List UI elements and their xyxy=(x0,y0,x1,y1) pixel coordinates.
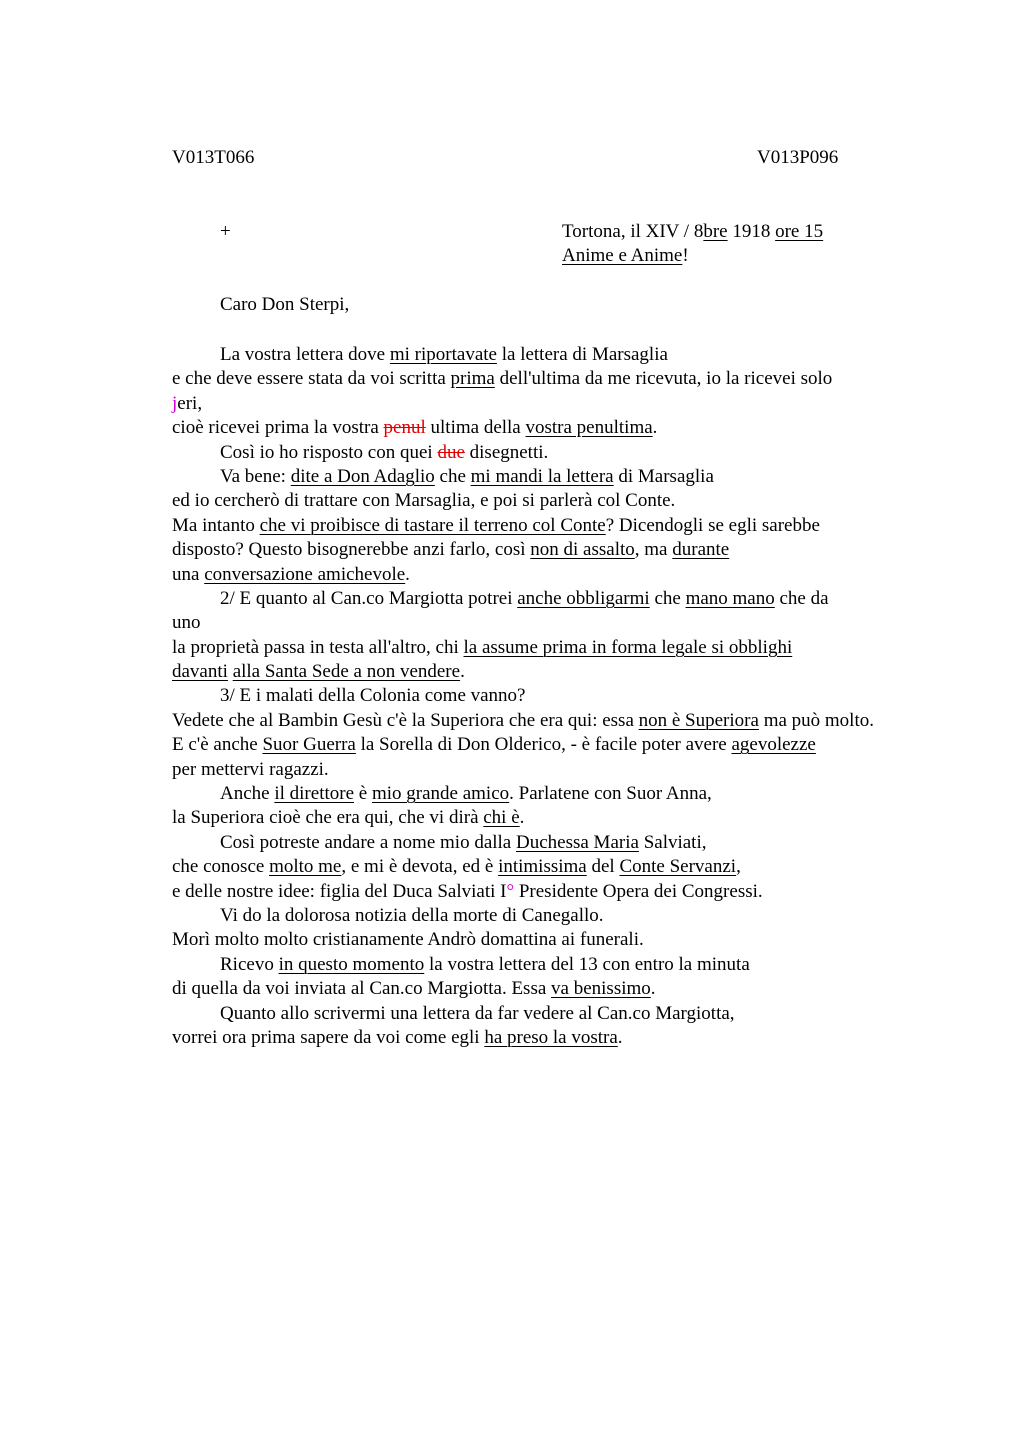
text-run: Morì molto molto cristianamente Andrò domattina ai funerali. xyxy=(172,929,644,951)
month-suffix: bre xyxy=(703,221,728,242)
place-date: Tortona, il XIV / 8 xyxy=(562,221,704,242)
underlined-text: Conte Servanzi xyxy=(619,856,737,878)
letter-line xyxy=(172,1026,972,1050)
letter-line xyxy=(172,538,972,562)
text-run: Presidente Opera dei Congressi. xyxy=(514,880,763,902)
archive-code-right: V013P096 xyxy=(757,147,839,168)
underlined-text: mi mandi la lettera xyxy=(470,465,614,487)
underlined-text: mi riportavate xyxy=(389,344,497,365)
letter-line xyxy=(172,1002,972,1026)
archive-code-left: V013T066 xyxy=(172,147,255,168)
text-run: che conosce xyxy=(172,856,270,878)
cross-mark: + xyxy=(220,221,231,242)
text-run: . xyxy=(650,978,656,1000)
letter-line xyxy=(172,733,972,757)
text-run: dell'ultima da me ricevuta, io la ricevei solo xyxy=(494,368,833,390)
letter-line xyxy=(172,806,972,830)
letter-line xyxy=(172,880,972,904)
text-run: ma può molto. xyxy=(758,709,874,731)
text-run: . xyxy=(405,563,410,585)
text-run: la Superiora cioè che era qui, che vi dirà xyxy=(172,807,484,829)
letter-line xyxy=(172,684,972,708)
letter-line xyxy=(172,343,972,367)
underlined-text: anche obbligarmi xyxy=(517,587,650,609)
text-run: che da xyxy=(774,587,829,609)
text-run: disposto? Questo bisognerebbe anzi farlo, così xyxy=(172,539,531,561)
text-run: per mettervi ragazzi. xyxy=(172,758,329,780)
underlined-text: non di assalto xyxy=(530,539,635,561)
letter-line xyxy=(172,587,972,611)
time: ore 15 xyxy=(775,221,824,242)
motto-line xyxy=(562,245,689,267)
underlined-text: intimissima xyxy=(498,856,587,878)
letter-line xyxy=(172,977,972,1001)
letter-body xyxy=(172,343,972,1050)
letter-line xyxy=(172,904,972,928)
text-run: La vostra lettera dove xyxy=(220,344,390,365)
text-run: di Marsaglia xyxy=(613,465,714,487)
text-run: è xyxy=(354,783,372,805)
underlined-text: chi è xyxy=(483,807,520,829)
text-run: una xyxy=(172,563,205,585)
text-run: , e mi è devota, ed è xyxy=(341,856,499,878)
text-run: , xyxy=(736,856,741,878)
underlined-text: mio grande amico xyxy=(371,783,510,805)
letter-line xyxy=(172,465,972,489)
text-run: Vi do la dolorosa notizia della morte di Canegallo. xyxy=(220,904,604,926)
text-run: che xyxy=(649,587,686,609)
salutation: Caro Don Sterpi, xyxy=(220,294,350,315)
motto: Anime e Anime xyxy=(562,245,683,266)
text-run: la lettera di Marsaglia xyxy=(496,344,668,365)
letter-line xyxy=(172,758,972,782)
underlined-text: va benissimo xyxy=(551,978,651,1000)
underlined-text: conversazione amichevole xyxy=(204,563,406,585)
letter-line xyxy=(172,953,972,977)
letter-line xyxy=(172,392,972,416)
text-run: Va bene: xyxy=(220,465,291,487)
text-run: ed io cercherò di trattare con Marsaglia, e poi si parlerà col Conte. xyxy=(172,490,676,512)
text-run: di quella da voi inviata al Can.co Margiotta. Essa xyxy=(172,978,552,1000)
text-run: e che deve essere stata da voi scritta xyxy=(172,368,451,390)
letter-line xyxy=(172,611,972,635)
underlined-text: alla Santa Sede a non vendere xyxy=(232,661,461,683)
letter-line xyxy=(172,489,972,513)
text-run: 2/ E quanto al Can.co Margiotta potrei xyxy=(220,587,518,609)
text-run: E c'è anche xyxy=(172,734,263,756)
motto-exclamation: ! xyxy=(682,245,689,266)
text-run: la vostra lettera del 13 con entro la minuta xyxy=(424,953,750,975)
text-run: uno xyxy=(172,612,201,634)
underlined-text: davanti xyxy=(172,661,228,683)
letter-line xyxy=(172,831,972,855)
text-run: , ma xyxy=(634,539,673,561)
text-run: Così io ho risposto con quei xyxy=(220,441,438,463)
text-run: ? Dicendogli se egli sarebbe xyxy=(605,514,820,536)
underlined-text: dite a Don Adaglio xyxy=(290,465,435,487)
text-run: che xyxy=(434,465,471,487)
letter-line xyxy=(172,855,972,879)
letter-line xyxy=(172,928,972,952)
letter-line xyxy=(172,636,972,660)
text-run: Ricevo xyxy=(220,953,279,975)
text-run: del xyxy=(586,856,620,878)
letter-line xyxy=(172,709,972,733)
text-run: e delle nostre idee: figlia del Duca Salviati I xyxy=(172,880,507,902)
struck-text: due xyxy=(437,441,465,463)
text-run: . xyxy=(519,807,525,829)
text-run: 3/ E i malati della Colonia come vanno? xyxy=(220,685,526,707)
underlined-text: non è Superiora xyxy=(638,709,759,731)
struck-text: penul xyxy=(383,417,426,439)
text-run: Così potreste andare a nome mio dalla xyxy=(220,831,516,853)
underlined-text: il direttore xyxy=(274,783,355,805)
underlined-text: molto me xyxy=(269,856,342,878)
underlined-text: agevolezze xyxy=(731,734,816,756)
underlined-text: durante xyxy=(672,539,730,561)
letter-line xyxy=(172,367,972,391)
underlined-text: in questo momento xyxy=(278,953,425,975)
underlined-text: vostra penultima xyxy=(525,417,653,439)
text-run: Salviati, xyxy=(638,831,707,853)
inserted-text: ° xyxy=(506,880,515,902)
year: 1918 xyxy=(727,221,776,242)
text-run: ultima della xyxy=(425,417,526,439)
place-date-line xyxy=(562,221,823,243)
underlined-text: Duchessa Maria xyxy=(516,831,639,853)
text-run: . xyxy=(460,661,465,683)
inserted-text: j xyxy=(172,392,178,414)
text-run: Quanto allo scrivermi una lettera da far vedere al Can.co Margiotta, xyxy=(220,1002,735,1024)
letter-line xyxy=(172,441,972,465)
text-run: eri, xyxy=(177,392,203,414)
letter-line xyxy=(172,563,972,587)
text-run: . xyxy=(617,1026,623,1048)
underlined-text: mano mano xyxy=(685,587,775,609)
text-run: Anche xyxy=(220,783,275,805)
text-run: cioè ricevei prima la vostra xyxy=(172,417,384,439)
underlined-text: prima xyxy=(450,368,495,390)
text-run: Vedete che al Bambin Gesù c'è la Superiora che era qui: essa xyxy=(172,709,639,731)
underlined-text: la assume prima in forma legale si obblighi xyxy=(463,636,793,658)
letter-line xyxy=(172,514,972,538)
letter-line xyxy=(172,782,972,806)
underlined-text: Suor Guerra xyxy=(262,734,356,756)
text-run: la Sorella di Don Olderico, - è facile poter avere xyxy=(355,734,732,756)
underlined-text: ha preso la vostra xyxy=(484,1026,618,1048)
letter-line xyxy=(172,660,972,684)
text-run: vorrei ora prima sapere da voi come egli xyxy=(172,1026,485,1048)
text-run: disegnetti. xyxy=(464,441,549,463)
text-run: . Parlatene con Suor Anna, xyxy=(509,783,712,805)
text-run: Ma intanto xyxy=(172,514,260,536)
underlined-text: che vi proibisce di tastare il terreno col Conte xyxy=(259,514,606,536)
text-run: . xyxy=(652,417,658,439)
letter-line xyxy=(172,416,972,440)
text-run: la proprietà passa in testa all'altro, chi xyxy=(172,636,464,658)
